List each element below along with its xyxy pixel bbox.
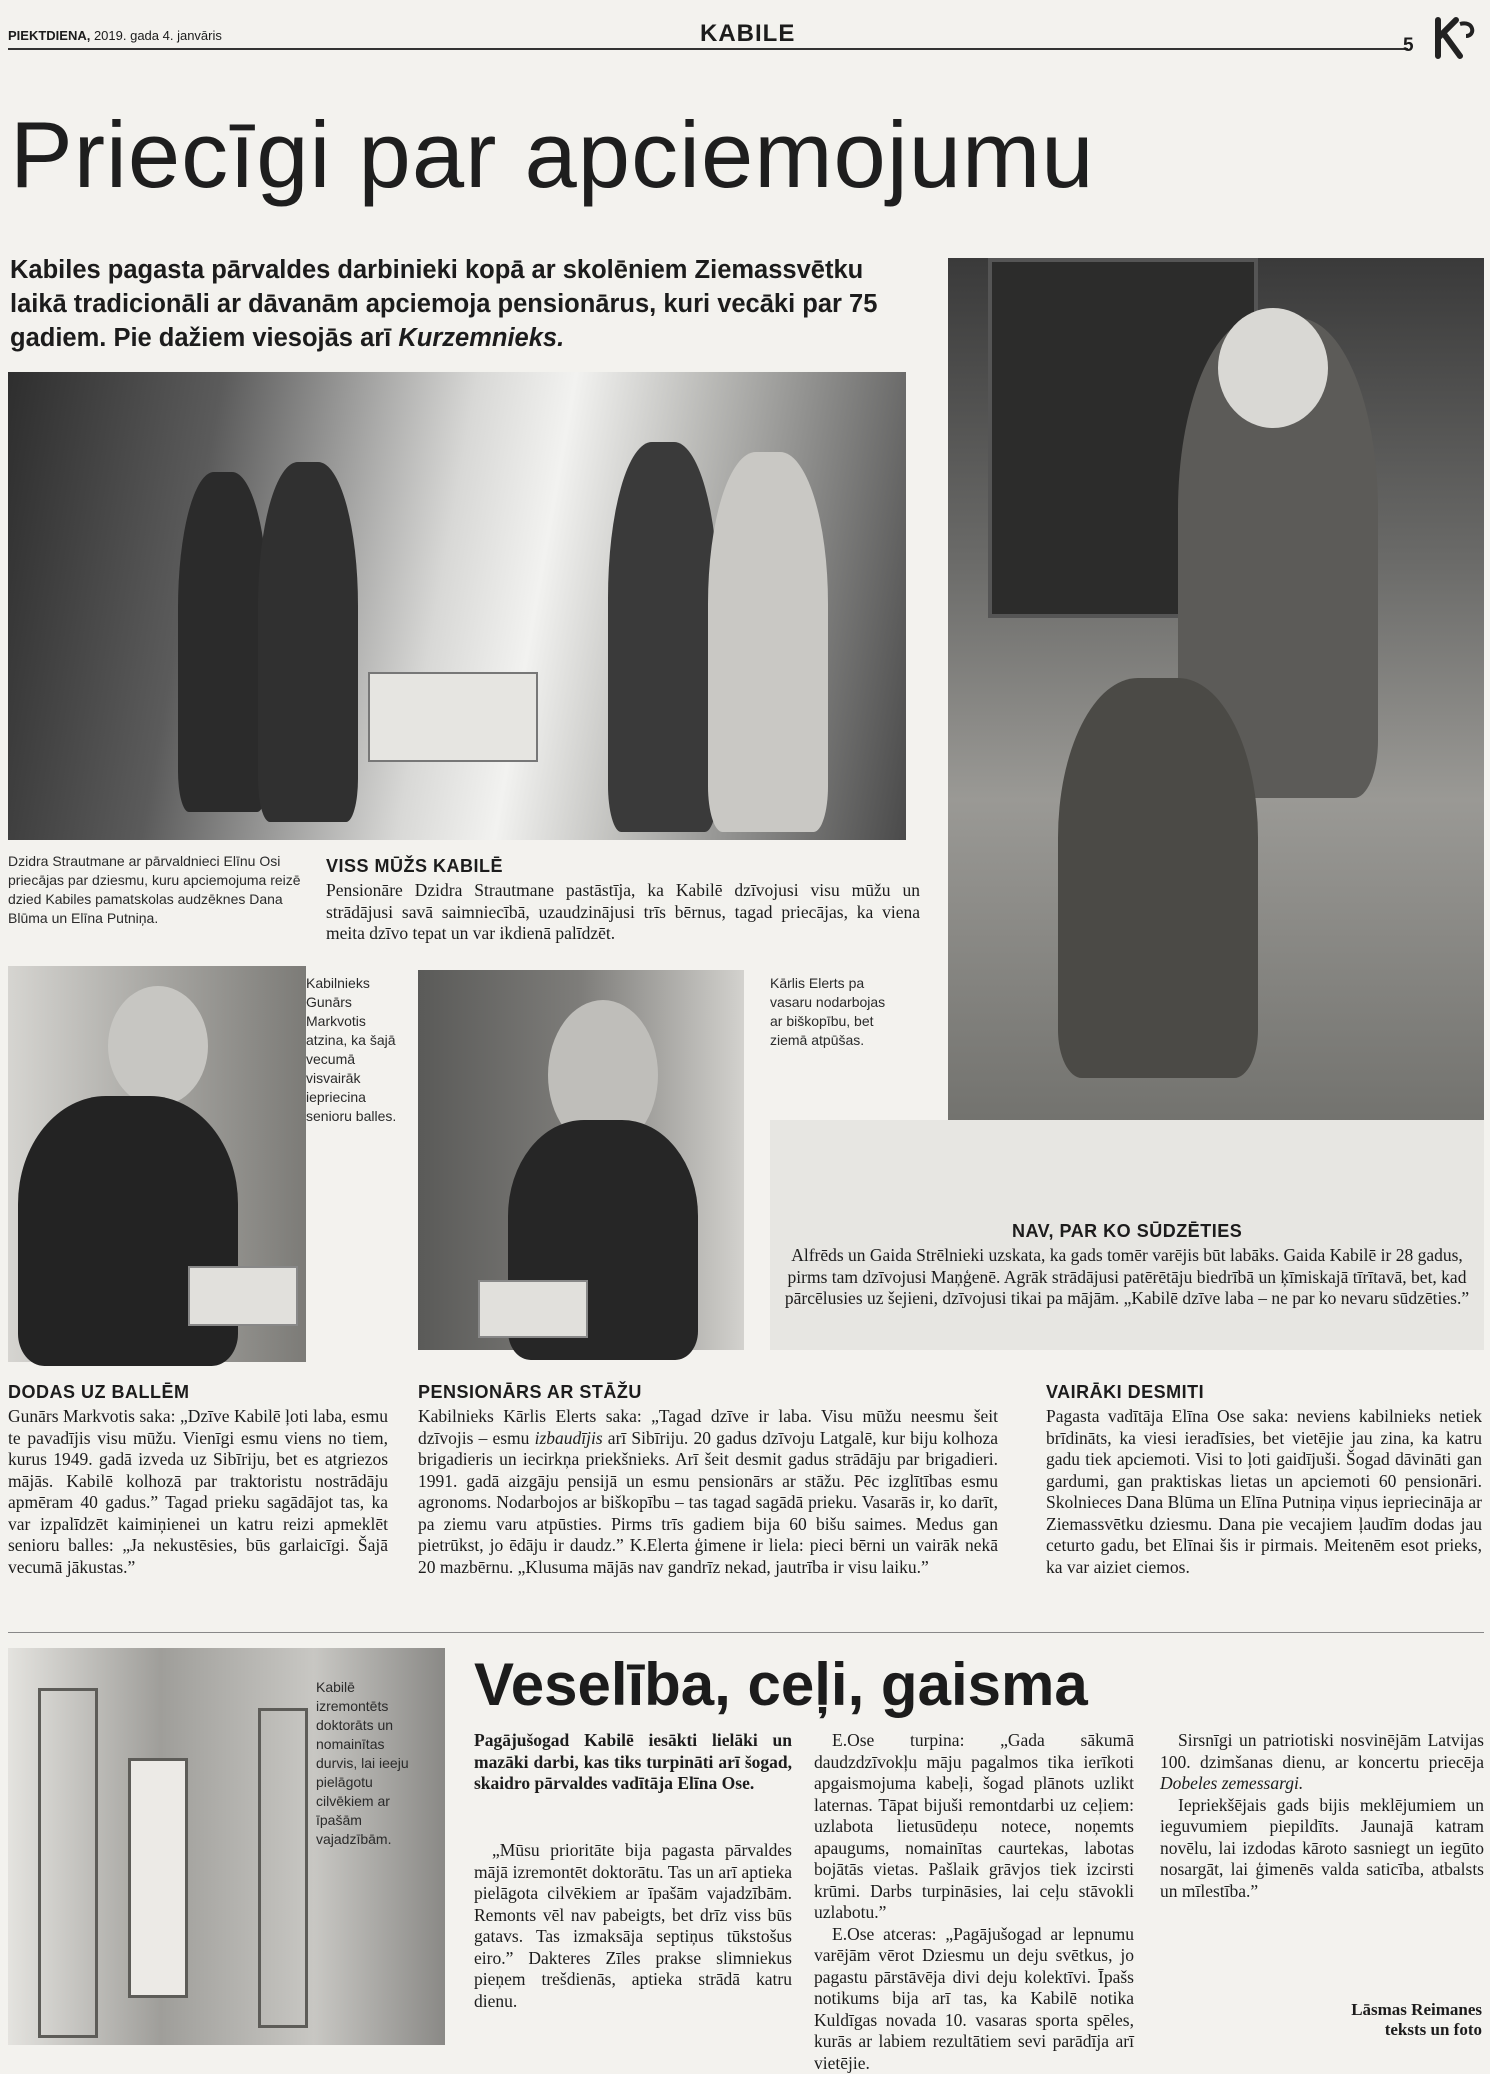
lead-italic: Kurzemnieks. (398, 324, 564, 352)
photo-figure (708, 452, 828, 832)
article2-lead: Pagājušogad Kabilē iesākti lielāki un mazāki darbi, kas tiks turpināti arī šogad, skaidro pārvaldes vadītāja Elīna Ose. (474, 1730, 792, 1795)
article2-column-1 (474, 1840, 792, 2012)
article2-paragraph: E.Ose turpina: „Gada sākumā daudzdzīvokļu māju pagalmos tika ierīkoti apgaismojuma kabeļi, šogad plānots uzlikt laternas. Tāpat bijuši remontdarbi uz ceļiem: uzlabota lietusūdeņu notece, noņemts apaugums, nomainītas caurtekas, labotas bojātās vietas. Pašlaik grāvjos tiek izcirsti krūmi. Darbs turpināsies, lai ceļu stāvokli uzlabotu.” (814, 1730, 1134, 1924)
article-lead (10, 253, 910, 355)
p4-text: Sirsnīgi un patriotiski nosvinējām Latvijas 100. dzimšanas dienu, ar koncertu priecēja (1160, 1730, 1484, 1772)
photo-elerts (418, 970, 744, 1350)
subheading-nav-par-ko: NAV, PAR KO SŪDZĒTIES (1012, 1221, 1242, 1242)
subheading-dodas-uz-ballem: DODAS UZ BALLĒM (8, 1382, 190, 1403)
caption-markvotis: Kabilnieks Gunārs Markvotis atzina, ka šajā vecumā visvairāk iepriecina senioru balles. (306, 974, 400, 1126)
author-role: teksts un foto (1220, 2020, 1482, 2040)
photo-figure (258, 462, 358, 822)
page-number: 5 (1403, 35, 1414, 57)
photo-figure (108, 986, 208, 1106)
issue-date-day: PIEKTDIENA, (8, 28, 90, 43)
paragraph-pensionars (418, 1406, 998, 1578)
caption-corridor: Kabilē izremontēts doktorāts un nomainītas durvis, lai ieeju pielāgotu cilvēkiem ar īpašām vajadzībām. (316, 1678, 428, 1849)
photo-dog (1058, 678, 1258, 1078)
article2-column-3 (1160, 1730, 1484, 1902)
article-headline: Priecīgi par apciemojumu (10, 108, 1095, 202)
photo-gift-box (188, 1266, 298, 1326)
issue-date-rest: 2019. gada 4. janvāris (90, 28, 222, 43)
header-rule (8, 48, 1408, 50)
subheading-vairaki-desmiti: VAIRĀKI DESMITI (1046, 1382, 1204, 1403)
subheading-viss-muzs: VISS MŪŽS KABILĒ (326, 856, 503, 877)
paragraph-nav-par-ko: Alfrēds un Gaida Strēlnieki uzskata, ka gads tomēr varējis būt labāks. Gaida Kabilē ir 28 gadus, pirms tam dzīvojusi Maņģenē. Agrāk strādājusi patērētāju biedrībā un ķīmiskajā tīrītavā, bet, kad pārcēlusies uz šejieni, dzīvojusi tikai pa mājām. „Kabilē dzīve laba – ne par ko nevaru sūdzēties.” (782, 1245, 1472, 1310)
photo-gift-box (478, 1280, 588, 1338)
author-credit (1220, 2000, 1482, 2040)
photo-door (38, 1688, 98, 2038)
p4-italic: Dobeles zemessargi. (1160, 1773, 1303, 1793)
photo-figure (608, 442, 718, 832)
article2-column-2 (814, 1730, 1134, 2074)
photo-figure (178, 472, 268, 812)
caption-elerts: Kārlis Elerts pa vasaru nodarbojas ar biškopību, bet ziemā atpūšas. (770, 974, 890, 1050)
photo-markvotis (8, 966, 306, 1362)
paragraph-vairaki-desmiti: Pagasta vadītāja Elīna Ose saka: neviens kabilnieks netiek brīdināts, ka viesi ieradīsies, bet vietējie jau zina, ka katru gadu tiek apciemoti. Visi to ļoti gaidījuši. Šogad dāvināti gan gardumi, gan praktiskas lietas un apciemoti 60 pensionāri. Skolnieces Dana Blūma un Elīna Putniņa viņus iepriecināja ar Ziemassvētku dziesmu. Dana pie vecajiem ļaudīm dodas jau ceturto gadu, bet Elīnai šis ir pirmais. Meitenēm esot prieks, ka var aiziet ciemos. (1046, 1406, 1482, 1578)
photo-visit-group (8, 372, 906, 840)
newspaper-logo-icon (1430, 14, 1478, 62)
photo-door (258, 1708, 308, 2028)
photo-figure (1218, 308, 1328, 428)
paragraph-dodas-uz-ballem: Gunārs Markvotis saka: „Dzīve Kabilē ļoti laba, esmu te pavadījis visu mūžu. Vienīgi esmu viens no tiem, kurus 1949. gadā izveda uz Sibīriju, bet es atgriezos mājās. Kabilē kolhozā par traktoristu nostrādāju apmēram 40 gadus.” Tagad prieku sagādājot tas, ka var izpalīdzēt kaimiņienei un katru reizi apmeklēt senioru balles: „Ja nekustēsies, būs garlaicīgi. Šajā vecumā jākustas.” (8, 1406, 388, 1578)
photo-door (128, 1758, 188, 1998)
photo-table (368, 672, 538, 762)
article2-paragraph: „Mūsu prioritāte bija pagasta pārvaldes mājā izremontēt doktorātu. Tas un arī aptieka pielāgota cilvēkiem ar īpašām vajadzībām. Remonts vēl nav pabeigts, bet drīz viss būs gatavs. Tas izmaksāja septiņus tūkstošus eiro.” Dakteres Zīles prakse slimniekus pieņem trešdienās, aptieka strādā katru dienu. (474, 1840, 792, 2012)
caption-visit-group: Dzidra Strautmane ar pārvaldnieci Elīnu Osi priecājas par dziesmu, kuru apciemojuma reizē dzied Kabiles pamatskolas audzēknes Dana Blūma un Elīna Putniņa. (8, 852, 308, 928)
subheading-pensionars: PENSIONĀRS AR STĀŽU (418, 1382, 642, 1403)
article2-paragraph: E.Ose atceras: „Pagājušogad ar lepnumu varējām vērot Dziesmu un deju svētkus, jo pagastu pārstāvēja divi deju kolektīvi. Īpašs notikums bija arī tas, ka Kabilē notika Kuldīgas novada 10. vasaras sporta spēles, kurās ar labiem rezultātiem sevi parādīja arī vietējie. (814, 1924, 1134, 2074)
photo-strelniece-with-dog (948, 258, 1484, 1192)
section-title: KABILE (700, 20, 795, 48)
article2-paragraph: Iepriekšējais gads bijis meklējumiem un ieguvumiem piepildīts. Jaunajā katram novēlu, lai izdodas kāroto sasniegt un iegūto nosargāt, lai ģimenēs valda saticība, atbalsts un mīlestība.” (1160, 1795, 1484, 1903)
issue-date (8, 28, 222, 43)
article2-paragraph (1160, 1730, 1484, 1795)
article2-headline: Veselība, ceļi, gaisma (474, 1650, 1088, 1719)
author-name: Lāsmas Reimanes (1220, 2000, 1482, 2020)
article-divider (8, 1632, 1484, 1633)
paragraph-viss-muzs: Pensionāre Dzidra Strautmane pastāstīja, ka Kabilē dzīvojusi visu mūžu un strādājusi savā saimniecībā, uzaudzinājusi trīs bērnus, tagad priecājas, ka viena meita dzīvo tepat un var ikdienā palīdzēt. (326, 880, 920, 945)
pens-text-b: arī Sibīriju. 20 gadus dzīvoju Latgalē, kur biju kolhoza brigadieris un iecirkņa priekšnieks. Arī šeit desmit gadus strādāju par brigadieri. 1991. gadā aizgāju pensijā un esmu pensionārs ar stāžu. Pēc izglītības esmu agronoms. Nodarbojos ar biškopību – tas tagad sagādā prieku. Vasarās ir, ko darīt, pa ziemu varu atpūsties. Pirms trīs gadiem bija 60 bišu saimes. Medus gan pietrūkst, jo ēdāju ir daudz.” K.Elerta ģimene ir liela: pieci bērni un vairāk nekā 20 mazbērnu. „Klusuma mājās nav gandrīz nekad, jautrība ir visu laiku.” (418, 1428, 998, 1577)
lead-text: Kabiles pagasta pārvaldes darbinieki kopā ar skolēniem Ziemassvētku laikā tradicionāli ar dāvanām apciemoja pensionārus, kuri vecāki par 75 gadiem. Pie dažiem viesojās arī (10, 256, 877, 352)
pens-italic: izbaudījis (535, 1428, 603, 1448)
pens-text-a: Kabilnieks Kārlis Elerts saka: „Tagad dzīve ir laba. Visu mūžu neesmu šeit dzīvojis – esmu (418, 1406, 998, 1448)
